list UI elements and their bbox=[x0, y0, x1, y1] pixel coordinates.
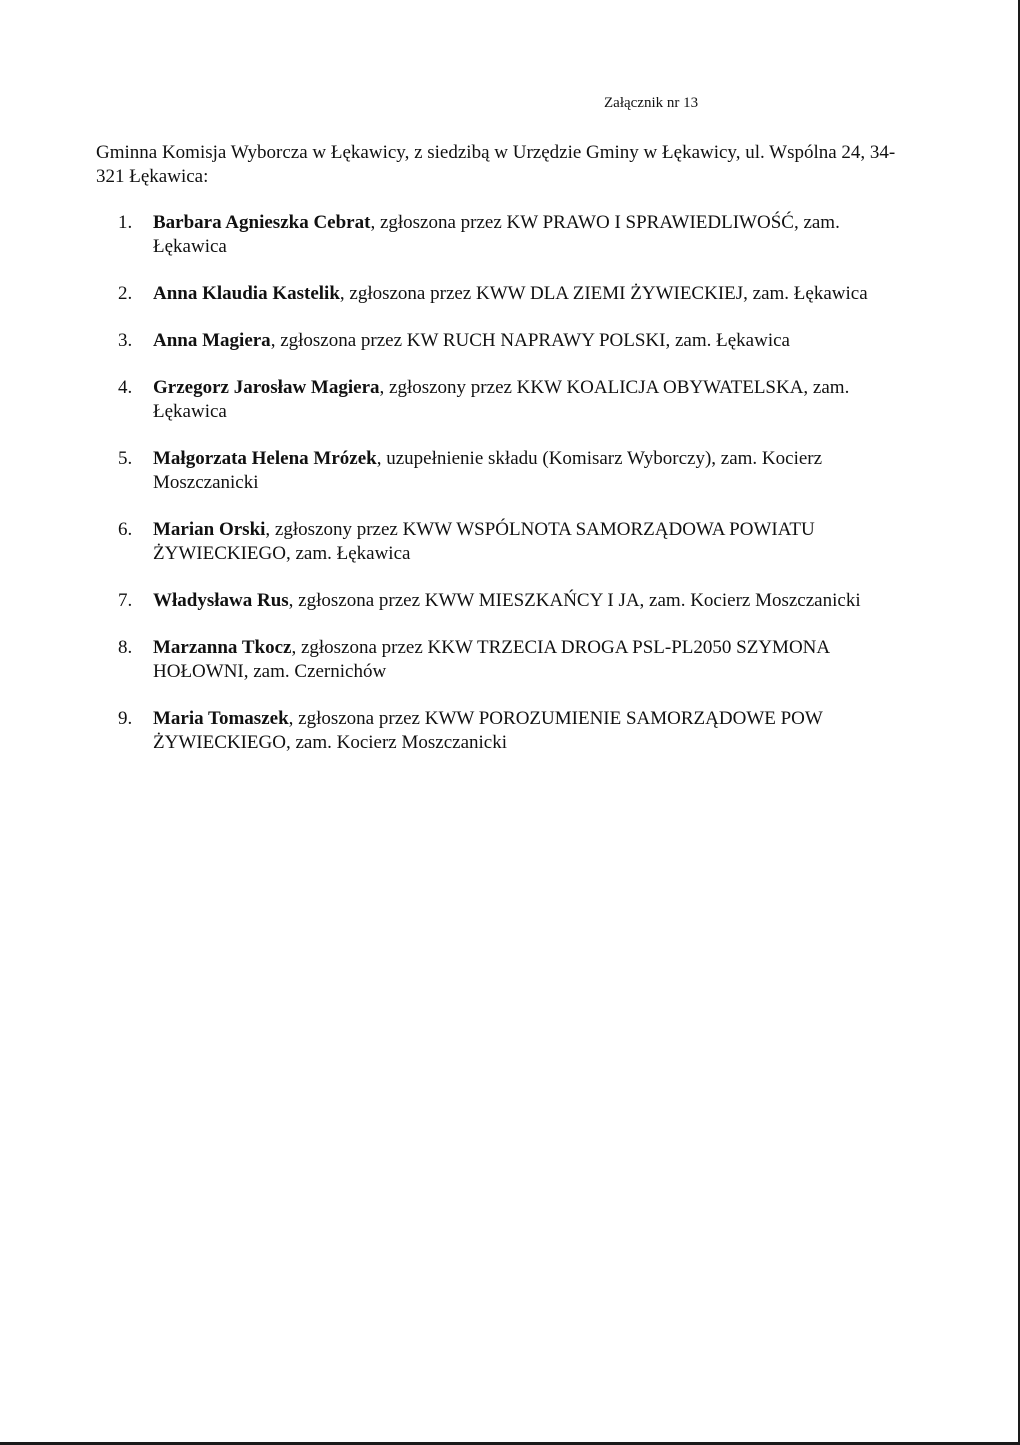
list-item-member-4 bbox=[118, 376, 878, 424]
member-details: , zgłoszona przez KWW POROZUMIENIE SAMORZĄDOWE POW ŻYWIECKIEGO, zam. Kocierz Moszczanicki bbox=[153, 708, 823, 753]
member-details: , uzupełnienie składu (Komisarz Wyborczy), zam. Kocierz Moszczanicki bbox=[153, 448, 823, 493]
members-list bbox=[118, 211, 878, 778]
member-number: 5. bbox=[118, 448, 133, 469]
member-details: , zgłoszona przez KWW MIESZKAŃCY I JA, zam. Kocierz Moszczanicki bbox=[288, 590, 861, 611]
commission-intro: Gminna Komisja Wyborcza w Łękawicy, z siedzibą w Urzędzie Gminy w Łękawicy, ul. Wspólna 24, 34-321 Łękawica: bbox=[96, 142, 896, 187]
list-item-member-8 bbox=[118, 636, 878, 684]
list-item-member-9 bbox=[118, 707, 878, 755]
member-number: 1. bbox=[118, 212, 133, 233]
member-name: Anna Klaudia Kastelik bbox=[153, 283, 340, 304]
member-details: , zgłoszony przez KKW KOALICJA OBYWATELSKA, zam. Łękawica bbox=[153, 377, 850, 422]
list-item-member-7 bbox=[118, 589, 878, 613]
member-number: 7. bbox=[118, 590, 133, 611]
member-details: , zgłoszona przez KW RUCH NAPRAWY POLSKI, zam. Łękawica bbox=[270, 330, 790, 351]
member-number: 8. bbox=[118, 637, 133, 658]
annex-label: Załącznik nr 13 bbox=[604, 95, 699, 111]
member-name: Małgorzata Helena Mrózek bbox=[153, 448, 377, 469]
member-name: Barbara Agnieszka Cebrat bbox=[153, 212, 371, 233]
member-number: 3. bbox=[118, 330, 133, 351]
member-number: 4. bbox=[118, 377, 133, 398]
member-name: Władysława Rus bbox=[153, 590, 289, 611]
member-details: , zgłoszona przez KKW TRZECIA DROGA PSL-PL2050 SZYMONA HOŁOWNI, zam. Czernichów bbox=[153, 637, 830, 682]
member-name: Marian Orski bbox=[153, 519, 266, 540]
member-number: 9. bbox=[118, 708, 133, 729]
member-details: , zgłoszony przez KWW WSPÓLNOTA SAMORZĄDOWA POWIATU ŻYWIECKIEGO, zam. Łękawica bbox=[153, 519, 815, 564]
member-name: Marzanna Tkocz bbox=[153, 637, 292, 658]
list-item-member-1 bbox=[118, 211, 878, 259]
list-item-member-2 bbox=[118, 282, 878, 306]
member-number: 2. bbox=[118, 283, 133, 304]
list-item-member-3 bbox=[118, 329, 878, 353]
member-number: 6. bbox=[118, 519, 133, 540]
member-details: , zgłoszona przez KW PRAWO I SPRAWIEDLIWOŚĆ, zam. Łękawica bbox=[153, 212, 840, 257]
list-item-member-5 bbox=[118, 447, 878, 495]
member-name: Anna Magiera bbox=[153, 330, 271, 351]
member-name: Grzegorz Jarosław Magiera bbox=[153, 377, 380, 398]
member-details: , zgłoszona przez KWW DLA ZIEMI ŻYWIECKIEJ, zam. Łękawica bbox=[339, 283, 868, 304]
list-item-member-6 bbox=[118, 518, 878, 566]
member-name: Maria Tomaszek bbox=[153, 708, 289, 729]
